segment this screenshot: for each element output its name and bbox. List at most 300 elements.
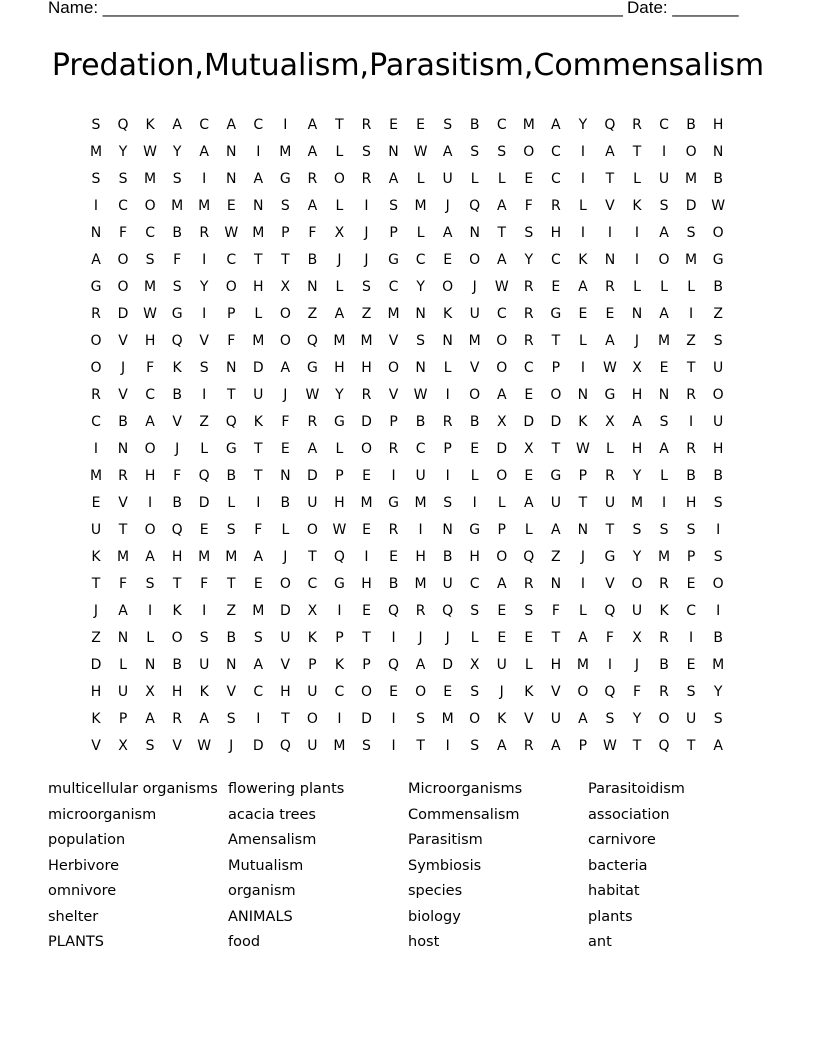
grid-letter: T [91,576,101,592]
grid-letter: R [659,630,669,646]
word-bank-item: habitat [588,883,640,899]
grid-letter: F [119,576,128,592]
grid-letter: I [661,495,667,511]
grid-letter: T [172,576,182,592]
word-bank-item: Amensalism [228,832,317,848]
grid-letter: R [523,576,534,592]
grid-letter: I [445,387,450,403]
grid-letter: N [388,144,399,160]
grid-letter: P [118,711,128,727]
grid-letter: U [117,684,129,700]
grid-letter: O [90,360,102,376]
grid-letter: R [91,387,101,403]
grid-letter: X [469,657,480,673]
grid-letter: Q [117,117,129,133]
grid-letter: L [524,657,533,673]
grid-letter: O [469,711,481,727]
grid-letter: O [279,576,291,592]
grid-letter: V [280,657,291,673]
grid-letter: C [415,441,426,457]
grid-letter: E [443,684,453,700]
grid-letter: K [334,657,345,673]
grid-letter: X [496,414,507,430]
grid-letter: A [659,225,669,241]
grid-letter: V [172,414,182,430]
grid-letter: M [171,198,184,214]
grid-letter: L [524,522,533,538]
grid-letter: I [256,711,261,727]
grid-letter: I [418,522,423,538]
grid-letter: Q [333,549,345,565]
grid-letter: Y [335,387,344,403]
grid-letter: K [91,549,101,565]
grid-letter: T [632,144,642,160]
grid-letter: M [333,738,346,754]
grid-letter: I [445,738,450,754]
grid-letter: T [605,522,615,538]
grid-letter: L [416,171,425,187]
word-bank-item: population [48,832,126,848]
grid-letter: K [497,711,507,727]
grid-letter: I [283,117,288,133]
grid-letter: Z [307,306,318,322]
grid-letter: J [499,684,504,700]
grid-letter: A [307,198,318,214]
grid-letter: W [305,387,320,403]
grid-letter: P [281,225,290,241]
grid-letter: J [580,549,585,565]
grid-letter: N [226,360,237,376]
grid-letter: W [603,360,617,376]
grid-letter: M [414,198,427,214]
grid-letter: R [388,441,399,457]
grid-letter: I [337,711,342,727]
grid-letter: H [334,495,345,511]
grid-letter: J [337,252,342,268]
grid-letter: U [658,171,670,187]
grid-letter: T [362,630,371,646]
word-search-grid [84,112,736,760]
grid-letter: D [550,414,562,430]
grid-letter: F [308,225,317,241]
grid-letter: Y [632,549,642,565]
grid-letter: B [713,630,723,646]
grid-letter: C [199,117,210,133]
grid-letter: I [607,657,612,673]
grid-letter: G [279,171,291,187]
grid-letter: H [171,549,183,565]
grid-letter: E [389,684,398,700]
grid-letter: M [685,171,698,187]
grid-letter: H [361,360,372,376]
grid-letter: S [470,144,480,160]
grid-letter: K [199,684,209,700]
grid-letter: N [307,279,318,295]
grid-letter: I [689,306,694,322]
grid-letter: I [93,198,99,214]
grid-letter: L [470,630,479,646]
grid-letter: L [335,144,344,160]
grid-letter: O [279,333,291,349]
grid-letter: I [256,144,261,160]
grid-letter: F [119,225,128,241]
page-title: Predation,Mutualism,Parasitism,Commensalism [51,48,765,83]
grid-letter: S [389,198,398,214]
grid-letter: Z [226,603,237,619]
grid-letter: N [442,333,453,349]
grid-letter: A [226,117,237,133]
grid-letter: Q [442,603,454,619]
grid-letter: S [632,522,642,538]
grid-letter: N [253,198,264,214]
grid-letter: O [333,171,345,187]
grid-letter: B [442,549,453,565]
grid-letter: O [144,441,156,457]
grid-letter: O [496,360,508,376]
grid-letter: V [388,333,399,349]
grid-letter: L [281,522,290,538]
grid-letter: M [414,576,427,592]
grid-letter: E [362,522,371,538]
grid-letter: N [550,576,562,592]
grid-letter: H [712,117,724,133]
grid-letter: A [307,441,318,457]
grid-letter: G [550,468,562,484]
grid-letter: S [362,738,371,754]
grid-letter: A [442,144,453,160]
grid-letter: O [306,522,318,538]
grid-letter: I [202,306,207,322]
grid-letter: I [202,171,207,187]
grid-letter: L [227,495,236,511]
grid-letter: M [198,198,211,214]
grid-letter: M [198,549,211,565]
grid-letter: O [90,333,102,349]
grid-letter: T [578,495,588,511]
grid-letter: L [335,198,344,214]
grid-letter: A [388,171,399,187]
word-bank-item: flowering plants [228,781,345,797]
grid-letter: M [117,549,130,565]
grid-letter: E [443,252,453,268]
grid-letter: V [118,333,128,349]
grid-letter: S [713,711,723,727]
grid-letter: M [685,252,698,268]
grid-letter: M [468,333,481,349]
grid-letter: L [606,441,614,457]
word-bank-item: Mutualism [228,857,304,874]
grid-letter: M [360,333,373,349]
grid-letter: U [307,684,318,700]
grid-letter: S [659,414,669,430]
grid-letter: A [496,198,507,214]
grid-letter: E [686,657,696,673]
grid-letter: H [144,333,156,349]
grid-letter: C [523,360,534,376]
grid-letter: N [117,630,129,646]
grid-letter: H [280,684,291,700]
grid-letter: S [91,171,101,187]
grid-letter: E [524,387,534,403]
grid-letter: P [443,441,452,457]
grid-letter: R [659,684,669,700]
grid-letter: V [172,738,182,754]
grid-letter: B [686,117,696,133]
grid-letter: I [580,171,585,187]
grid-letter: V [91,738,101,754]
grid-letter: M [144,279,157,295]
grid-letter: L [470,468,479,484]
grid-letter: D [442,657,454,673]
grid-letter: M [576,657,589,673]
word-bank-item: PLANTS [48,934,104,950]
grid-letter: H [685,495,697,511]
word-bank-item: acacia trees [228,806,316,823]
grid-letter: V [199,333,209,349]
grid-letter: K [253,414,263,430]
grid-letter: Z [551,549,561,565]
grid-letter: K [91,711,101,727]
grid-letter: W [413,387,428,403]
grid-letter: C [550,252,561,268]
grid-letter: N [226,144,237,160]
grid-letter: D [496,441,508,457]
grid-letter: A [145,549,155,565]
grid-letter: N [631,306,643,322]
grid-letter: L [200,441,209,457]
grid-letter: A [659,306,669,322]
grid-letter: S [226,522,236,538]
grid-letter: N [415,306,426,322]
grid-letter: F [200,576,209,592]
grid-letter: X [334,225,345,241]
grid-letter: A [659,441,669,457]
grid-letter: N [117,441,129,457]
grid-letter: O [360,441,373,457]
grid-letter: M [630,495,644,511]
grid-letter: I [472,495,477,511]
grid-letter: S [145,252,155,268]
grid-letter: T [226,576,236,592]
grid-letter: A [496,252,507,268]
grid-letter: I [580,576,585,592]
grid-letter: K [632,198,642,214]
grid-letter: S [686,522,696,538]
word-bank-item: food [228,934,261,950]
grid-letter: R [523,333,534,349]
grid-letter: Q [604,684,616,700]
grid-letter: T [254,252,263,268]
grid-letter: I [634,225,640,241]
grid-letter: S [416,711,426,727]
word-bank-item: microorganism [48,806,157,823]
grid-letter: O [469,387,481,403]
grid-letter: E [389,117,398,133]
grid-letter: L [578,333,587,349]
grid-letter: O [577,684,589,700]
grid-letter: G [388,495,399,511]
grid-letter: A [578,711,588,727]
grid-letter: Q [469,198,481,214]
grid-letter: A [334,306,345,322]
grid-letter: J [634,333,640,349]
grid-letter: I [391,711,396,727]
grid-letter: J [472,279,477,295]
grid-letter: N [144,657,156,673]
grid-letter: B [713,171,723,187]
word-bank-item: ANIMALS [228,908,293,925]
grid-letter: W [575,441,590,457]
grid-letter: J [634,657,640,673]
grid-letter: S [280,198,290,214]
grid-letter: O [712,387,724,403]
grid-letter: R [442,414,453,430]
grid-letter: E [226,198,236,214]
grid-letter: Z [199,414,209,430]
grid-letter: K [145,117,155,133]
grid-letter: G [334,576,345,592]
grid-letter: S [362,144,371,160]
grid-letter: R [415,603,426,619]
grid-letter: X [280,279,291,295]
grid-letter: E [497,603,507,619]
grid-letter: R [361,171,372,187]
grid-letter: A [496,738,507,754]
grid-letter: E [524,630,534,646]
grid-letter: S [524,603,534,619]
word-bank-item: Parasitism [408,832,483,848]
grid-letter: A [145,711,155,727]
word-bank-item: Symbiosis [408,857,482,874]
grid-letter: O [225,279,237,295]
grid-letter: W [143,306,158,322]
grid-letter: O [658,711,670,727]
grid-letter: I [202,252,207,268]
grid-letter: C [145,387,155,403]
grid-letter: W [143,144,158,160]
grid-letter: F [173,252,182,268]
grid-letter: H [253,279,264,295]
grid-letter: T [254,468,263,484]
grid-letter: S [713,549,723,565]
grid-letter: R [307,414,318,430]
grid-letter: B [172,495,182,511]
grid-letter: E [659,360,669,376]
grid-letter: I [689,414,694,430]
grid-letter: X [632,360,642,376]
grid-letter: T [632,738,642,754]
grid-letter: L [497,495,506,511]
grid-letter: K [172,603,182,619]
grid-letter: S [659,198,669,214]
grid-letter: C [91,414,101,430]
date-field-label: Date: _______ [627,0,739,17]
grid-letter: S [470,684,480,700]
grid-letter: G [550,306,562,322]
grid-letter: A [91,252,101,268]
grid-letter: M [360,495,373,511]
grid-letter: C [550,171,561,187]
grid-letter: R [686,387,696,403]
grid-letter: S [172,171,182,187]
grid-letter: U [550,495,561,511]
grid-letter: V [551,684,561,700]
grid-letter: O [360,684,373,700]
grid-letter: A [280,360,291,376]
grid-letter: T [551,441,561,457]
grid-letter: A [496,576,507,592]
grid-letter: Z [361,306,372,322]
grid-letter: A [578,279,588,295]
grid-letter: I [93,441,99,457]
grid-letter: O [469,252,481,268]
grid-letter: I [202,603,207,619]
grid-letter: B [659,657,669,673]
grid-letter: K [578,414,588,430]
grid-letter: I [148,603,153,619]
grid-letter: A [605,144,615,160]
grid-letter: J [283,549,288,565]
grid-letter: J [120,360,126,376]
grid-letter: B [713,468,723,484]
grid-letter: B [469,117,480,133]
grid-letter: R [91,306,101,322]
grid-letter: A [199,711,209,727]
grid-letter: X [118,738,128,754]
grid-letter: F [632,684,642,700]
grid-letter: P [227,306,236,322]
grid-letter: L [335,441,344,457]
grid-letter: N [604,252,616,268]
grid-letter: W [711,198,726,214]
grid-letter: Q [523,549,535,565]
grid-letter: G [90,279,102,295]
grid-letter: M [89,468,103,484]
grid-letter: T [416,738,425,754]
grid-letter: I [202,387,207,403]
grid-letter: L [254,306,263,322]
grid-letter: Q [171,522,183,538]
grid-letter: G [388,252,399,268]
grid-letter: G [712,252,724,268]
grid-letter: H [631,387,643,403]
grid-letter: N [577,522,589,538]
grid-letter: F [551,603,560,619]
grid-letter: N [442,522,453,538]
grid-letter: I [661,144,667,160]
grid-letter: D [252,738,264,754]
grid-letter: I [391,630,396,646]
grid-letter: O [306,711,318,727]
grid-letter: L [660,468,668,484]
grid-letter: Q [306,333,318,349]
grid-letter: M [441,711,454,727]
grid-letter: R [605,468,615,484]
grid-letter: T [686,738,696,754]
grid-letter: S [145,576,155,592]
grid-letter: X [632,630,642,646]
word-bank-item: plants [588,908,633,925]
grid-letter: T [605,171,615,187]
word-bank-item: Parasitoidism [588,781,685,797]
grid-letter: S [172,279,182,295]
grid-letter: A [253,171,264,187]
grid-letter: V [469,360,480,376]
grid-letter: A [253,657,264,673]
grid-letter: M [252,333,265,349]
grid-letter: B [388,576,399,592]
grid-letter: S [443,495,453,511]
